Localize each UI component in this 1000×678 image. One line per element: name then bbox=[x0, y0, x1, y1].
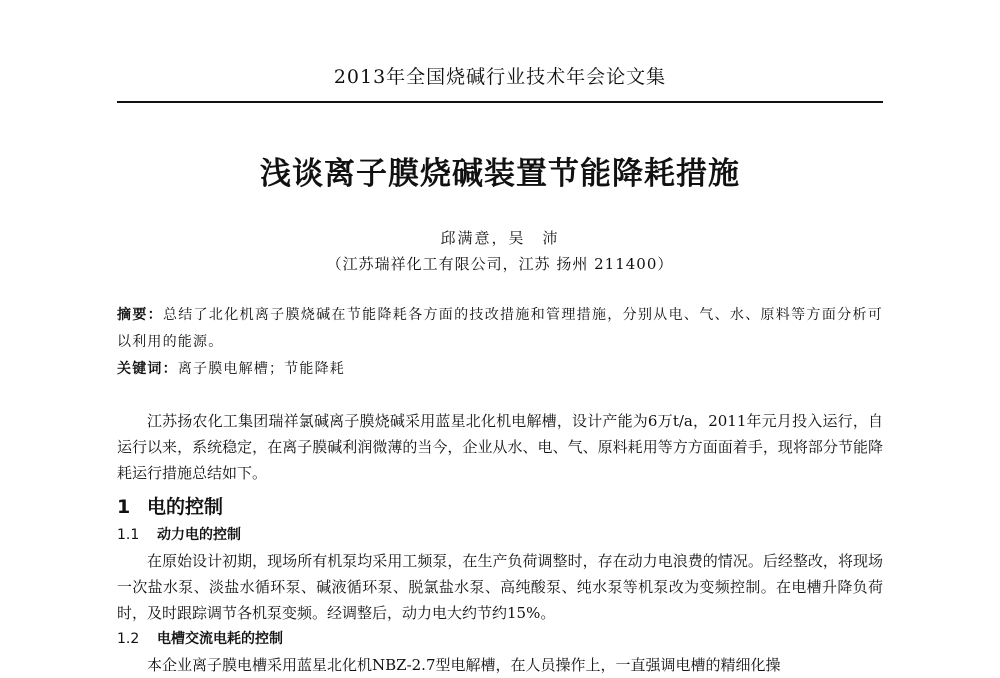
abstract-text: 总结了北化机离子膜烧碱在节能降耗各方面的技改措施和管理措施，分别从电、气、水、原料等方面分析可以利用的能源。 bbox=[117, 307, 883, 350]
subsection-number: 1.2 bbox=[117, 631, 140, 647]
abstract-label: 摘要： bbox=[117, 307, 163, 323]
authors: 邱满意，吴 沛 bbox=[440, 229, 560, 247]
section-title: 电的控制 bbox=[147, 496, 224, 518]
header-rule bbox=[117, 101, 883, 103]
abstract bbox=[117, 302, 883, 356]
paragraph-1-1: 在原始设计初期，现场所有机泵均采用工频泵，在生产负荷调整时，存在动力电浪费的情况。后经整改，将现场一次盐水泵、淡盐水循环泵、碱液循环泵、脱氯盐水泵、高纯酸泵、纯水泵等机泵改为变频控制。在电槽升降负荷时，及时跟踪调节各机泵变频。经调整后，动力电大约节约15%。 bbox=[117, 552, 883, 622]
intro-paragraph: 江苏扬农化工集团瑞祥氯碱离子膜烧碱采用蓝星北化机电解槽，设计产能为6万t/a，2011年元月投入运行，自运行以来，系统稳定，在离子膜碱利润微薄的当今，企业从水、电、气、原料耗用等方方面面着手，现将部分节能降耗运行措施总结如下。 bbox=[117, 412, 883, 482]
keywords-text: 离子膜电解槽；节能降耗 bbox=[177, 361, 346, 377]
subsection-number: 1.1 bbox=[117, 527, 140, 543]
article-title: 浅谈离子膜烧碱装置节能降耗措施 bbox=[260, 156, 740, 192]
affiliation: （江苏瑞祥化工有限公司，江苏 扬州 211400） bbox=[326, 255, 674, 273]
keywords-label: 关键词： bbox=[117, 361, 178, 377]
section-number: 1 bbox=[117, 496, 131, 518]
keywords bbox=[117, 358, 883, 380]
page-header: 2013年全国烧碱行业技术年会论文集 bbox=[333, 66, 667, 88]
paragraph-1-2: 本企业离子膜电槽采用蓝星北化机NBZ-2.7型电解槽，在人员操作上，一直强调电槽的精细化操 bbox=[147, 656, 781, 674]
subsection-title: 动力电的控制 bbox=[157, 527, 241, 543]
section-heading-1 bbox=[117, 492, 223, 519]
subsection-title: 电槽交流电耗的控制 bbox=[157, 631, 283, 647]
subsection-heading-1-2 bbox=[117, 628, 283, 648]
subsection-heading-1-1 bbox=[117, 524, 241, 544]
